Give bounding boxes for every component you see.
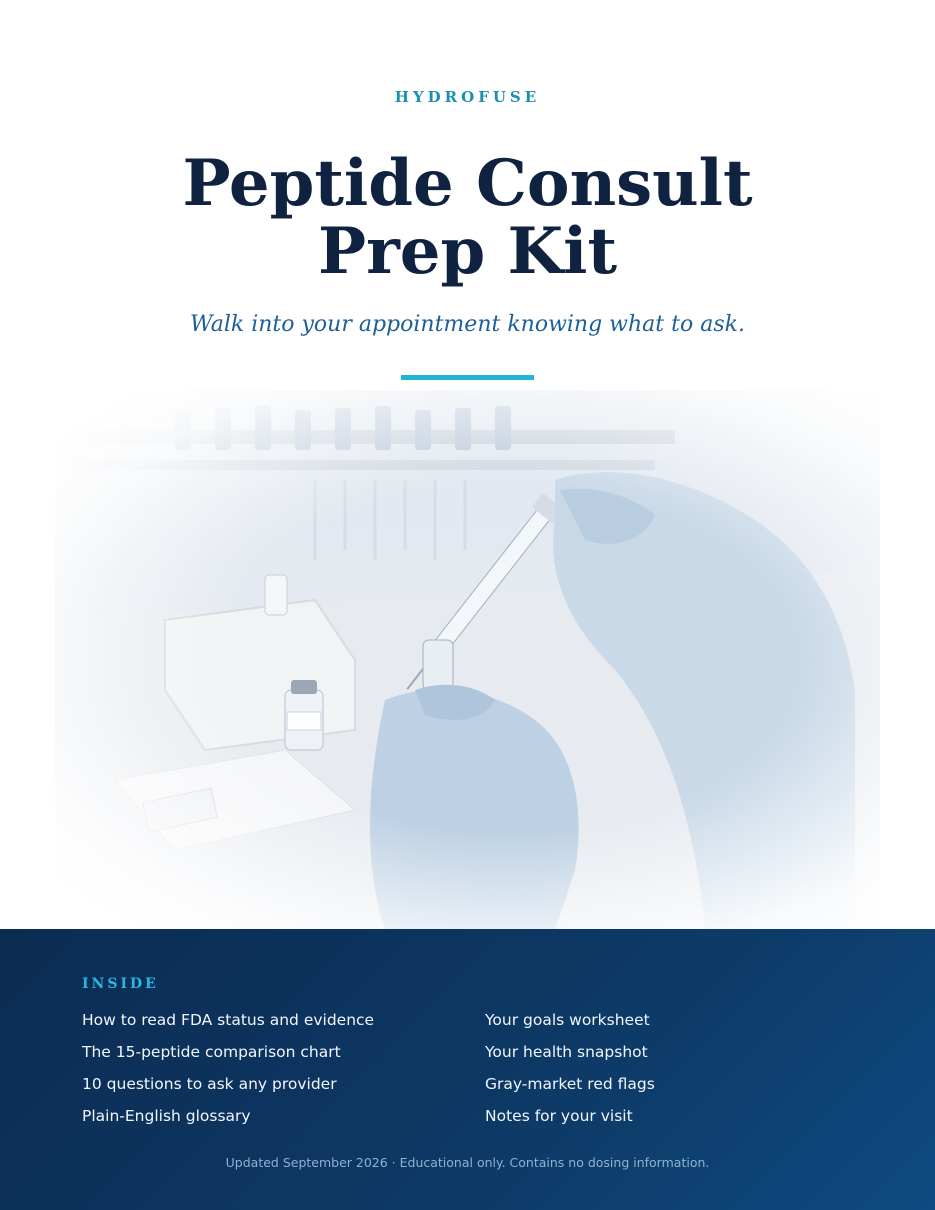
list-item: Gray-market red flags (485, 1075, 655, 1093)
page-title (0, 146, 935, 289)
list-item: Your health snapshot (485, 1043, 648, 1061)
list-item: Notes for your visit (485, 1107, 633, 1125)
title-line-2: Prep Kit (317, 214, 618, 289)
list-item: 10 questions to ask any provider (82, 1075, 337, 1093)
list-item: How to read FDA status and evidence (82, 1011, 375, 1029)
contents-list-left (82, 1009, 374, 1137)
accent-divider (401, 375, 534, 380)
lab-photo (55, 390, 880, 930)
list-item: Your goals worksheet (485, 1011, 650, 1029)
brand-name: HYDROFUSE (394, 88, 541, 106)
list-item: Plain-English glossary (82, 1107, 251, 1125)
footnote: Updated September 2026 · Educational only. Contains no dosing information. (225, 1155, 710, 1170)
contents-list-right (485, 1009, 655, 1137)
title-line-1: Peptide Consult (182, 146, 753, 221)
subtitle: Walk into your appointment knowing what to ask. (190, 312, 745, 337)
inside-heading: INSIDE (82, 976, 159, 992)
list-item: The 15-peptide comparison chart (82, 1043, 341, 1061)
lab-photo-illustration (55, 390, 880, 930)
